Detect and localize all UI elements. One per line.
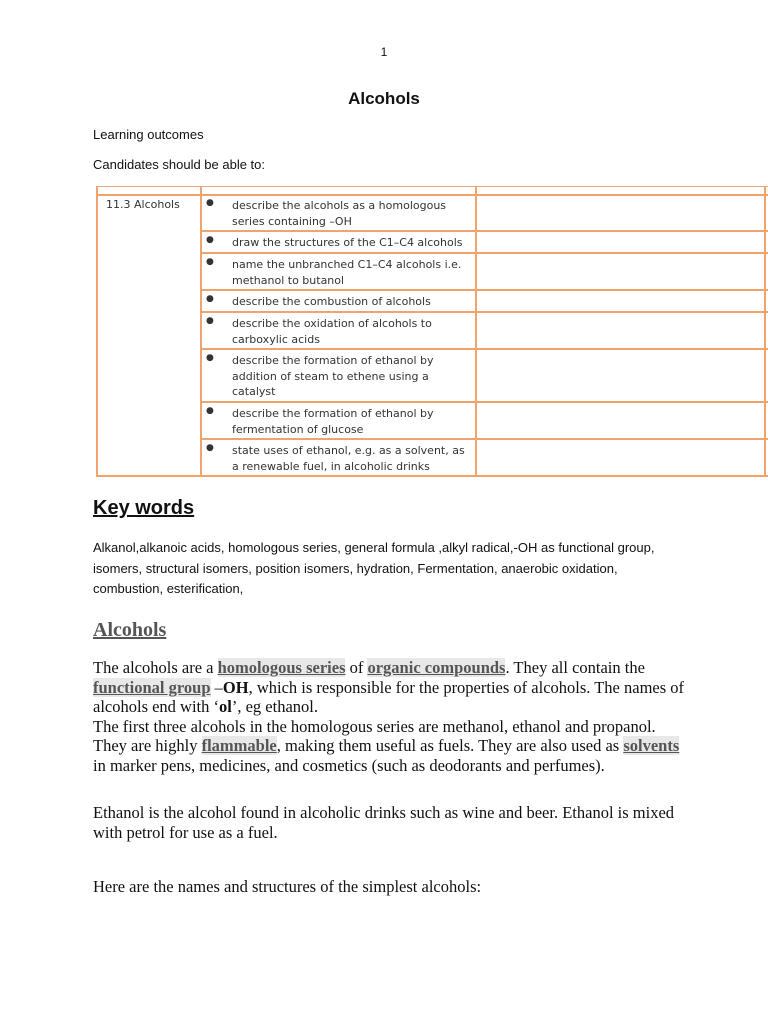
key-words-text: Alkanol,alkanoic acids, homologous series, general formula ,alkyl radical,-OH as functional group, isomers, structural isomers, position isomers, hydration, Fermentation, anaerobic oxidation, combustion, esterification, [93,540,655,596]
bullet-icon: ● [206,443,214,453]
bullet-icon: ● [206,353,214,363]
page-number: 1 [380,45,388,59]
outcome-line: draw the structures of the C1–C4 alcohols [232,236,463,249]
outcome-line: state uses of ethanol, e.g. as a solvent, as [232,444,465,457]
ol-suffix-text: ol [219,697,232,717]
bullet-icon: ● [206,406,214,416]
text-run: in marker pens, medicines, and cosmetics (such as deodorants and perfumes). [93,755,605,775]
outcome-line: addition of steam to ethene using a [232,369,429,383]
outcome-line: describe the formation of ethanol by [232,407,434,420]
bullet-icon: ● [206,198,214,208]
table-row-divider [200,252,768,254]
organic-compounds-link[interactable]: organic compounds [367,658,506,677]
page-title: Alcohols [348,89,420,108]
key-words-heading: Key words [93,497,195,519]
text-run: The alcohols are a [93,658,218,677]
solvents-link[interactable]: solvents [623,736,680,756]
syllabus-topic: 11.3 Alcohols [106,198,180,211]
alcohols-paragraph-3: Here are the names and structures of the simplest alcohols: [93,877,482,896]
text-run: , making them useful as fuels. They are also used as [276,736,624,756]
table-bottom-border [96,475,768,477]
oh-group-text: OH [222,677,249,697]
outcome-line: methanol to butanol [232,273,345,287]
table-left-border [96,186,98,476]
outcome-line: name the unbranched C1–C4 alcohols i.e. [232,258,462,271]
table-top-border [96,186,768,187]
bullet-icon: ● [206,316,214,326]
syllabus-table [96,186,768,476]
learning-outcomes-label: Learning outcomes [93,127,204,142]
outcome-line: fermentation of glucose [232,422,364,436]
outcome-line: describe the alcohols as a homologous [232,199,447,212]
table-row-divider [200,438,768,440]
table-header-border [96,194,768,196]
outcome-line: series containing –OH [232,214,352,228]
alcohols-paragraph-2: Ethanol is the alcohol found in alcoholic drinks such as wine and beer. Ethanol is mixed with petrol for use as a fuel. [93,803,675,842]
bullet-icon: ● [206,235,214,245]
candidates-label: Candidates should be able to: [93,157,266,172]
text-run: The first three alcohols in the homologous series are methanol, ethanol and propanol. They are highly [93,716,656,756]
homologous-series-link[interactable]: homologous series [217,658,346,677]
text-run: , which is responsible for the properties of alcohols. The names of alcohols end with ‘ [93,677,685,717]
outcome-line: describe the oxidation of alcohols to [232,317,432,330]
outcome-line: a renewable fuel, in alcoholic drinks [232,459,430,473]
text-run: – [210,677,223,697]
table-row-divider [200,230,768,232]
outcome-line: catalyst [232,385,276,398]
functional-group-link[interactable]: functional group [93,677,211,697]
text-run: of [345,658,368,677]
table-row-divider [200,401,768,403]
bullet-icon: ● [206,294,214,304]
flammable-link[interactable]: flammable [201,736,277,756]
alcohols-paragraph-1 [93,658,693,776]
text-run: ’, eg ethanol. [231,697,318,717]
alcohols-heading[interactable]: Alcohols [93,619,167,641]
outcome-line: carboxylic acids [232,332,320,346]
outcome-line: describe the formation of ethanol by [232,354,434,367]
text-run: . They all contain the [505,658,645,677]
table-row-divider [200,289,768,291]
bullet-icon: ● [206,257,214,267]
table-row-divider [200,311,768,313]
table-row-divider [200,348,768,350]
outcome-line: describe the combustion of alcohols [232,295,431,308]
